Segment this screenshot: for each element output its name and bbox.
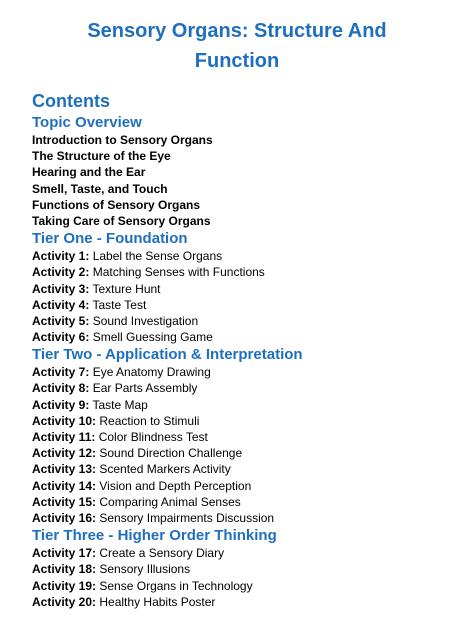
activity-label: Activity 3: xyxy=(32,281,90,296)
activity-label: Activity 4: xyxy=(32,297,90,312)
activity-label: Activity 6: xyxy=(32,330,90,345)
activity-title: Label the Sense Organs xyxy=(92,249,223,264)
activity-item xyxy=(32,494,452,510)
section-heading-topic-overview: Topic Overview xyxy=(32,114,142,131)
toc-item: Taking Care of Sensory Organs xyxy=(32,213,211,228)
activity-title: Ear Parts Assembly xyxy=(92,381,198,396)
title-line-1: Sensory Organs: Structure And xyxy=(87,20,387,42)
activity-item xyxy=(32,313,452,329)
activity-title: Sensory Illusions xyxy=(99,562,191,577)
activity-label: Activity 10: xyxy=(32,413,97,428)
activity-title: Eye Anatomy Drawing xyxy=(92,365,211,380)
activity-label: Activity 15: xyxy=(32,494,97,509)
activity-label: Activity 2: xyxy=(32,265,90,280)
toc-item: The Structure of the Eye xyxy=(32,149,171,164)
activity-label: Activity 18: xyxy=(32,562,97,577)
activity-title: Taste Map xyxy=(92,397,148,412)
activity-label: Activity 8: xyxy=(32,381,90,396)
activity-label: Activity 20: xyxy=(32,594,97,609)
activity-item xyxy=(32,561,452,577)
activity-title: Create a Sensory Diary xyxy=(99,546,225,561)
activity-label: Activity 13: xyxy=(32,462,97,477)
activity-title: Taste Test xyxy=(92,297,147,312)
activity-label: Activity 16: xyxy=(32,510,97,525)
contents-heading: Contents xyxy=(32,91,110,111)
activity-item xyxy=(32,297,452,313)
activity-item xyxy=(32,510,452,526)
activity-label: Activity 11: xyxy=(32,430,96,444)
activity-item xyxy=(32,413,452,429)
activity-label: Activity 14: xyxy=(32,478,97,493)
activity-item xyxy=(32,461,452,477)
activity-item xyxy=(32,478,452,494)
document-title xyxy=(0,16,474,76)
activity-title: Sensory Impairments Discussion xyxy=(99,510,275,525)
activity-label: Activity 7: xyxy=(32,365,90,380)
activity-item xyxy=(32,329,452,345)
activity-label: Activity 9: xyxy=(32,397,90,412)
activity-item xyxy=(32,545,452,561)
activity-item xyxy=(32,429,452,445)
activity-label: Activity 12: xyxy=(32,446,97,461)
activity-item xyxy=(32,397,452,413)
activity-label: Activity 1: xyxy=(32,249,90,264)
activity-item xyxy=(32,364,452,380)
activity-title: Texture Hunt xyxy=(92,281,161,296)
title-line-2: Function xyxy=(194,50,280,72)
table-of-contents xyxy=(32,113,452,610)
section-heading-tier-one: Tier One - Foundation xyxy=(32,230,188,248)
activity-title: Reaction to Stimuli xyxy=(99,413,200,428)
activity-item xyxy=(32,445,452,461)
activity-title: Comparing Animal Senses xyxy=(99,494,241,509)
activity-item xyxy=(32,594,452,610)
activity-title: Matching Senses with Functions xyxy=(92,265,265,280)
activity-label: Activity 5: xyxy=(32,313,90,328)
activity-item xyxy=(32,281,452,297)
activity-title: Scented Markers Activity xyxy=(99,462,231,477)
activity-item xyxy=(32,578,452,594)
toc-item: Introduction to Sensory Organs xyxy=(32,133,213,147)
activity-title: Sound Investigation xyxy=(92,313,199,328)
toc-item: Functions of Sensory Organs xyxy=(32,197,201,212)
activity-title: Vision and Depth Perception xyxy=(99,478,252,493)
toc-item: Smell, Taste, and Touch xyxy=(32,181,168,196)
activity-label: Activity 19: xyxy=(32,578,97,593)
activity-title: Sense Organs in Technology xyxy=(99,578,253,593)
section-heading-tier-two: Tier Two - Application & Interpretation xyxy=(32,346,303,364)
section-heading-tier-three: Tier Three - Higher Order Thinking xyxy=(32,527,277,545)
activity-title: Smell Guessing Game xyxy=(92,330,213,345)
activity-item xyxy=(32,380,452,396)
activity-title: Color Blindness Test xyxy=(98,430,208,444)
toc-item: Hearing and the Ear xyxy=(32,165,146,180)
activity-title: Healthy Habits Poster xyxy=(99,594,216,609)
activity-title: Sound Direction Challenge xyxy=(99,446,243,461)
activity-label: Activity 17: xyxy=(32,546,97,561)
activity-item xyxy=(32,248,452,264)
activity-item xyxy=(32,264,452,280)
